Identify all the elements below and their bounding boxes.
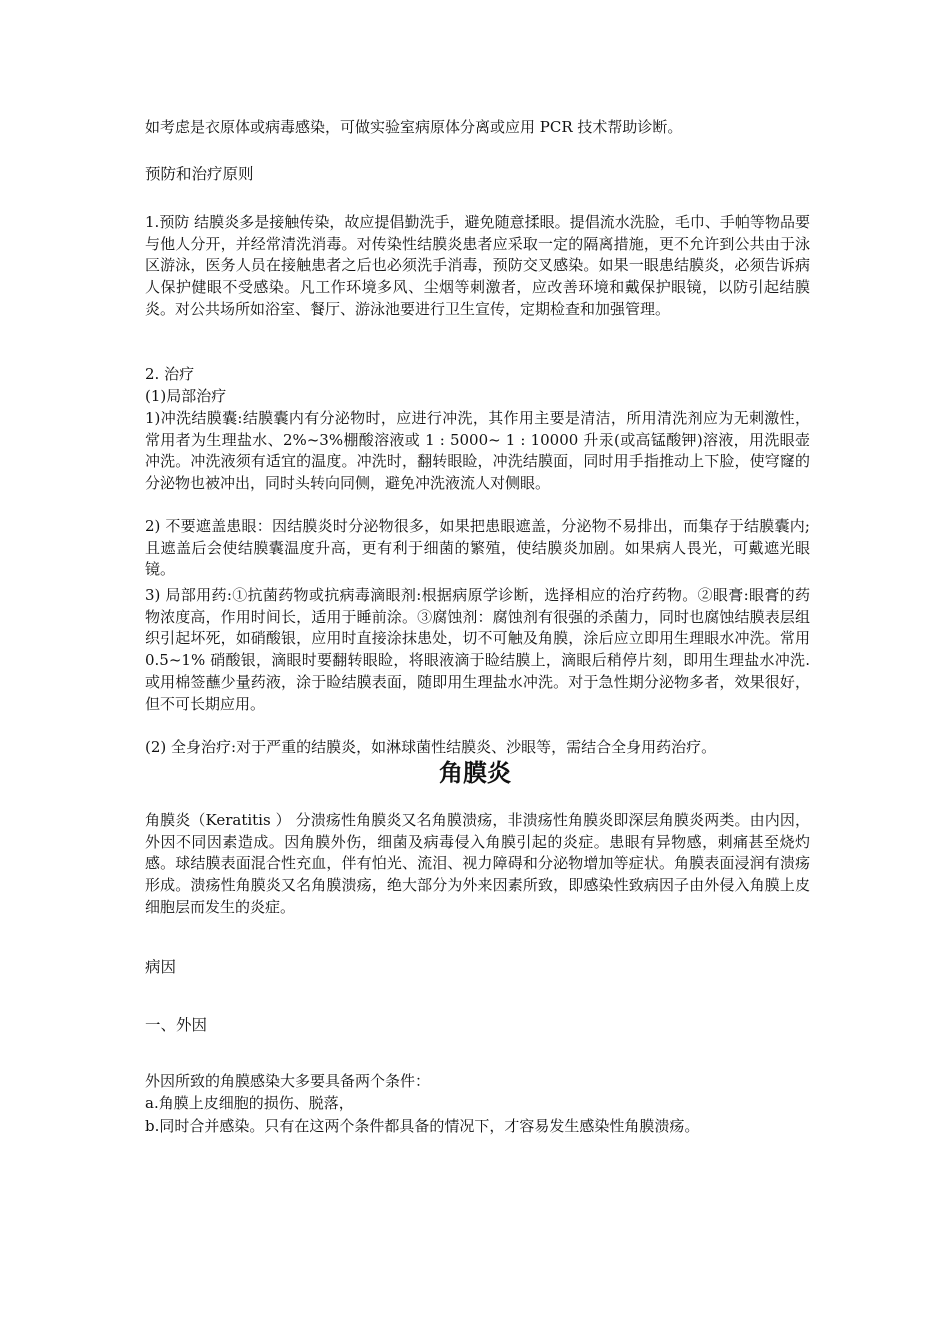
condition-a: a.角膜上皮细胞的损伤、脱落， (145, 1094, 354, 1112)
external-cause-intro: 外因所致的角膜感染大多要具备两个条件： (145, 1072, 431, 1090)
section-heading-prevention: 预防和治疗原则 (145, 165, 254, 183)
treatment-heading: 2. 治疗 (145, 365, 195, 383)
treatment-rinse-paragraph: 1)冲洗结膜囊:结膜囊内有分泌物时，应进行冲洗，其作用主要是清洁，所用清洗剂应为无刺激性，常用者为生理盐水、2%~3%棚酸溶液或 1 : 5000~ 1 : 10000 升汞(或高锰酸钾)溶液，用洗眼壶冲洗。冲洗液须有适宜的温度。冲洗时，翻转眼睑，冲洗结膜面，同时用手指推动上下脸，使穹窿的分泌物也被冲出，同时头转向同侧，避免冲洗液流人对侧眼。 (145, 409, 810, 493)
local-treatment-heading: (1)局部治疗 (145, 387, 227, 405)
keratitis-intro-paragraph: 角膜炎（Keratitis ） 分溃疡性角膜炎又名角膜溃疡，非溃疡性角膜炎即深层角膜炎两类。由内因，外因不同因素造成。因角膜外伤，细菌及病毒侵入角膜引起的炎症。患眼有异物感，刺痛甚至烧灼感。球结膜表面混合性充血，伴有怕光、流泪、视力障碍和分泌物增加等症状。角膜表面浸润有溃疡形成。溃疡性角膜炎又名角膜溃疡，绝大部分为外来因素所致，即感染性致病因子由外侵入角膜上皮细胞层而发生的炎症。 (145, 811, 810, 916)
cause-heading: 病因 (145, 958, 177, 976)
condition-b: b.同时合并感染。只有在这两个条件都具备的情况下，才容易发生感染性角膜溃疡。 (145, 1117, 700, 1135)
prevention-paragraph: 1.预防 结膜炎多是接触传染，故应提倡勤洗手，避免随意揉眼。提倡流水洗脸，毛巾、手帕等物品要与他人分开，并经常清洗消毒。对传染性结膜炎患者应采取一定的隔离措施，更不允许到公共由于泳区游泳，医务人员在接触患者之后也必须洗手消毒，预防交叉感染。如果一眼患结膜炎，必须告诉病人保护健眼不受感染。凡工作环境多风、尘烟等刺激者，应改善环境和戴保护眼镜，以防引起结膜炎。对公共场所如浴室、餐厅、游泳池要进行卫生宣传，定期检查和加强管理。 (145, 213, 810, 318)
external-cause-heading: 一、外因 (145, 1016, 208, 1034)
treatment-local-medication-paragraph: 3) 局部用药:①抗菌药物或抗病毒滴眼剂:根据病原学诊断，选择相应的治疗药物。②眼膏:眼膏的药物浓度高，作用时间长，适用于睡前涂。③腐蚀剂：腐蚀剂有很强的杀菌力，同时也腐蚀结膜表层组织引起坏死，如硝酸银，应用时直接涂抹患处，切不可触及角膜，涂后应立即用生理眼水冲洗。常用 0.5~1% 硝酸银，滴眼时要翻转眼睑，将眼液滴于睑结膜上，滴眼后稍停片刻，即用生理盐水冲洗.或用棉签蘸少量药液，涂于睑结膜表面，随即用生理盐水冲洗。对于急性期分泌物多者，效果很好，但不可长期应用。 (145, 586, 810, 713)
treatment-no-cover-paragraph: 2) 不要遮盖患眼：因结膜炎时分泌物很多，如果把患眼遮盖，分泌物不易排出，而集存于结膜囊内;且遮盖后会使结膜囊温度升高，更有利于细菌的繁殖，使结膜炎加剧。如果病人畏光，可戴遮光眼镜。 (145, 517, 810, 579)
systemic-treatment-paragraph: (2) 全身治疗:对于严重的结膜炎，如淋球菌性结膜炎、沙眼等，需结合全身用药治疗。 (145, 738, 717, 756)
intro-paragraph: 如考虑是衣原体或病毒感染，可做实验室病原体分离或应用 PCR 技术帮助诊断。 (145, 118, 683, 136)
keratitis-title: 角膜炎 (439, 758, 511, 787)
